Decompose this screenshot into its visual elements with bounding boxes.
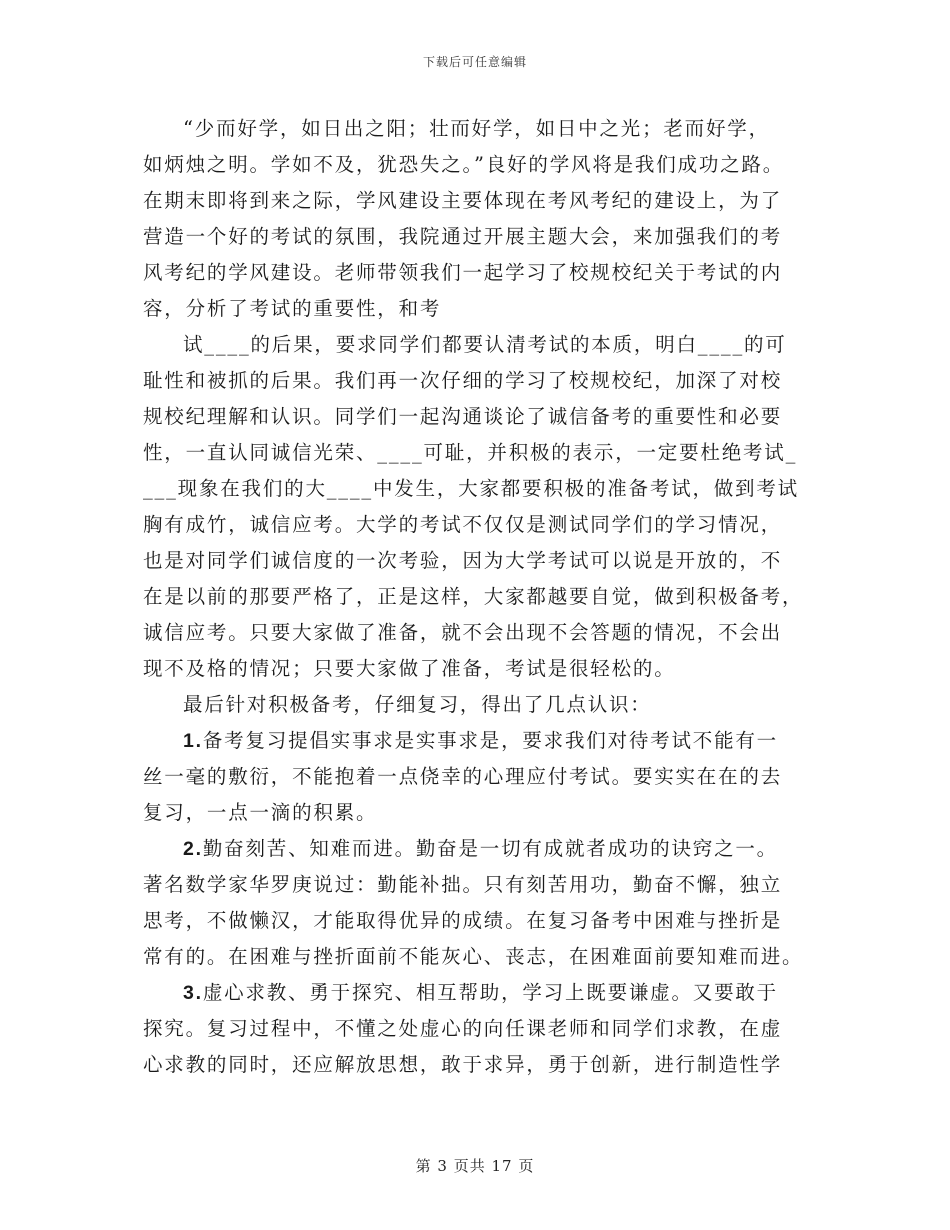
list-item-2 xyxy=(143,834,808,864)
text-line: 诚信应考。只要大家做了准备，就不会出现不会答题的情况，不会出 xyxy=(143,621,783,644)
text-line: 思考，不做懒汉，才能取得优异的成绩。在复习备考中困难与挫折是 xyxy=(143,909,783,932)
text-line: 营造一个好的考试的氛围，我院通过开展主题大会，来加强我们的考 xyxy=(143,225,783,248)
document-body xyxy=(143,114,808,1086)
text-line: 最后针对积极备考，仔细复习，得出了几点认识： xyxy=(183,693,652,716)
text-line: 耻性和被抓的后果。我们再一次仔细的学习了校规校纪，加深了对校 xyxy=(143,369,783,392)
text-line: 勤奋刻苦、知难而进。勤奋是一切有成就者成功的诀窍之一。 xyxy=(202,837,778,860)
text-line: 也是对同学们诚信度的一次考验，因为大学考试可以说是开放的，不 xyxy=(143,549,783,572)
text-line: 容，分析了考试的重要性，和考 xyxy=(143,297,442,320)
text-line: 在是以前的那要严格了，正是这样，大家都越要自觉，做到积极备考， xyxy=(143,585,804,608)
text-line: 胸有成竹，诚信应考。大学的考试不仅仅是测试同学们的学习情况， xyxy=(143,513,783,536)
text-line: 试____的后果，要求同学们都要认清考试的本质，明白____的可 xyxy=(183,333,787,356)
text-line: 常有的。在困难与挫折面前不能灰心、丧志，在困难面前要知难而进。 xyxy=(143,945,804,968)
list-item-3 xyxy=(143,978,808,1008)
text-line: 现不及格的情况；只要大家做了准备，考试是很轻松的。 xyxy=(143,657,676,680)
page-footer: 第 3 页共 17 页 xyxy=(415,1157,535,1175)
text-line: 丝一毫的敷衍，不能抱着一点侥幸的心理应付考试。要实实在在的去 xyxy=(143,765,783,788)
text-line: 规校纪理解和认识。同学们一起沟通谈论了诚信备考的重要性和必要 xyxy=(143,405,783,428)
text-line: 复习，一点一滴的积累。 xyxy=(143,801,378,824)
text-line: 心求教的同时，还应解放思想，敢于求异，勇于创新，进行制造性学 xyxy=(143,1053,783,1076)
text-line: ___现象在我们的大____中发生，大家都要积极的准备考试，做到考试 xyxy=(143,477,799,500)
text-line: 如炳烛之明。学如不及，犹恐失之。”良好的学风将是我们成功之路。 xyxy=(143,153,785,176)
text-line: 风考纪的学风建设。老师带领我们一起学习了校规校纪关于考试的内 xyxy=(143,261,783,284)
list-number: 2. xyxy=(183,838,203,860)
text-line: 备考复习提倡实事求是实事求是，要求我们对待考试不能有一 xyxy=(202,729,778,752)
text-line: 虚心求教、勇于探究、相互帮助，学习上既要谦虚。又要敢于 xyxy=(202,981,778,1004)
text-line: 著名数学家华罗庚说过：勤能补拙。只有刻苦用功，勤奋不懈，独立 xyxy=(143,873,783,896)
text-line: 探究。复习过程中，不懂之处虚心的向任课老师和同学们求教，在虚 xyxy=(143,1017,783,1040)
list-item-1 xyxy=(143,726,808,756)
text-line: “少而好学，如日出之阳；壮而好学，如日中之光；老而好学， xyxy=(183,117,770,140)
text-line: 性，一直认同诚信光荣、____可耻，并积极的表示，一定要杜绝考试_ xyxy=(143,441,798,464)
list-number: 3. xyxy=(183,982,203,1004)
text-line: 在期末即将到来之际，学风建设主要体现在考风考纪的建设上，为了 xyxy=(143,189,783,212)
list-number: 1. xyxy=(183,730,203,752)
page-header: 下载后可任意编辑 xyxy=(422,55,527,69)
